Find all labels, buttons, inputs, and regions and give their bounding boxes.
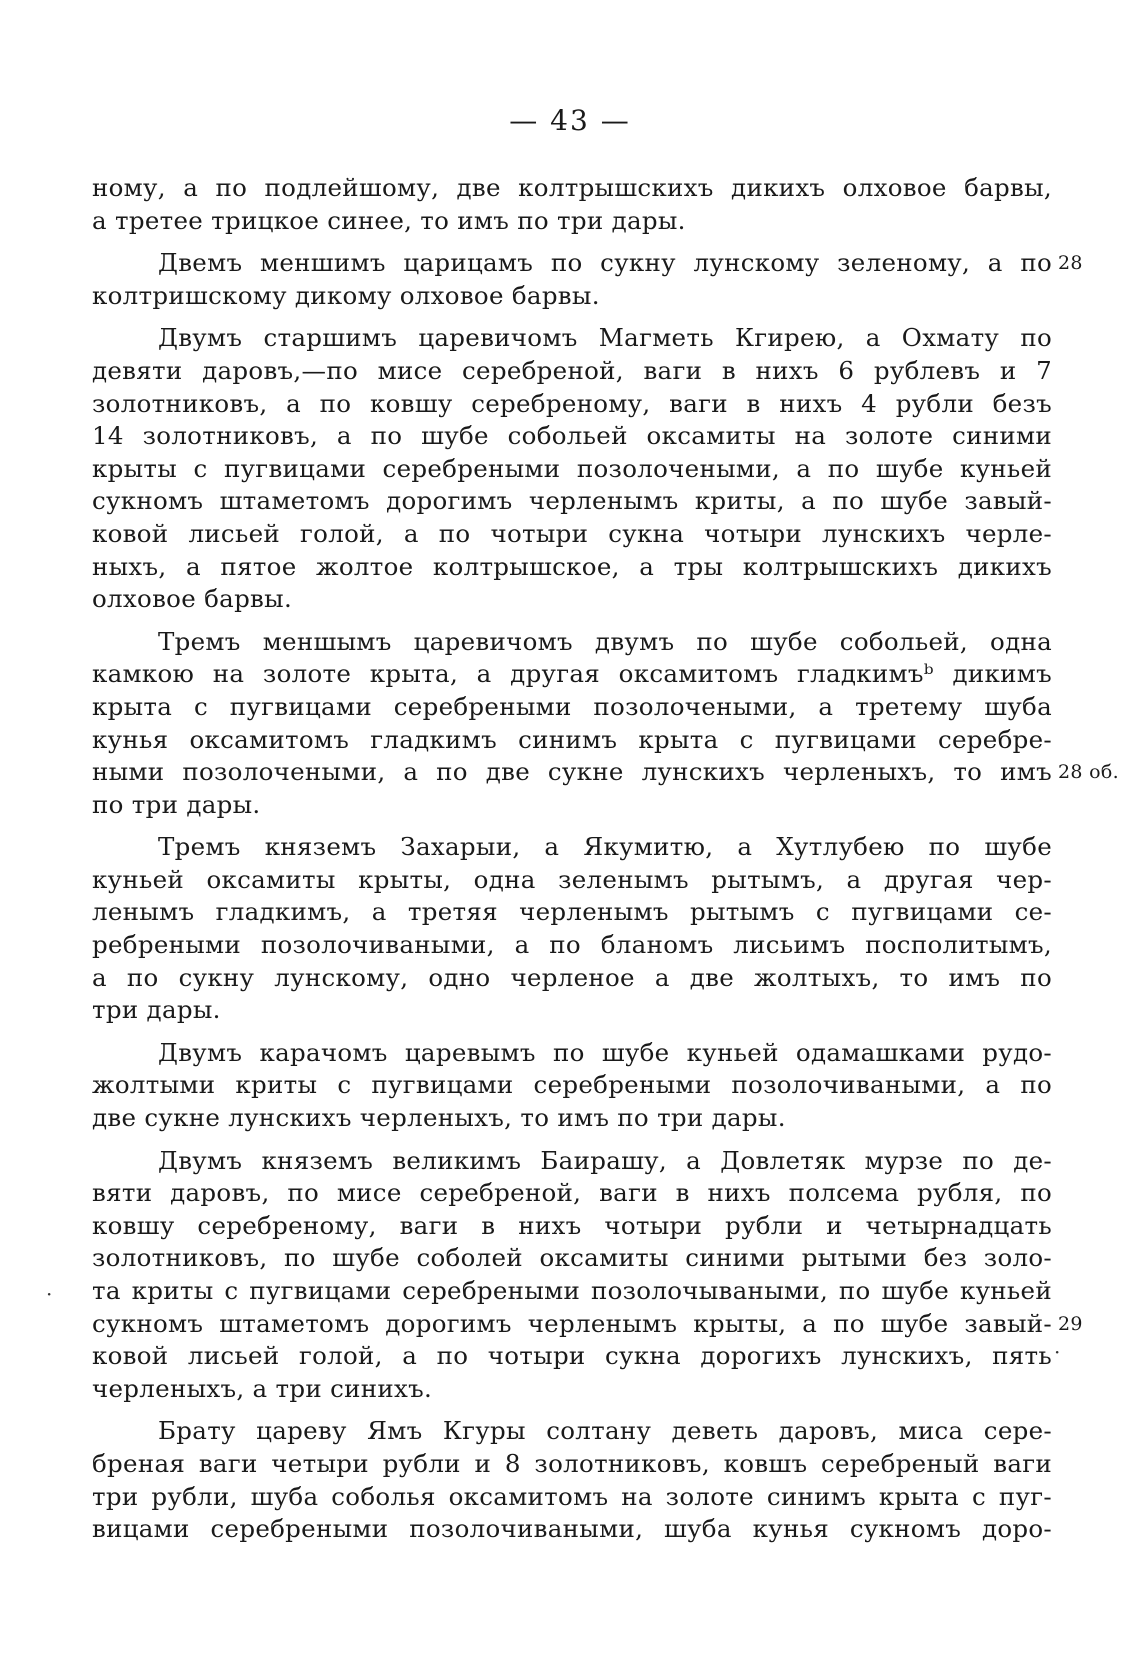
text-line bbox=[92, 724, 1052, 757]
text-line bbox=[92, 929, 1052, 962]
line-text: две сукне лунскихъ черленыхъ, то имъ по три дары. bbox=[92, 1103, 786, 1133]
line-text: 14 золотниковъ, а по шубе собольей оксамиты на золоте синими bbox=[92, 421, 1052, 451]
line-text: Тремъ меншымъ царевичомъ двумъ по шубе собольей, одна bbox=[158, 626, 1052, 656]
line-text: бреная ваги четыри рубли и 8 золотниковъ, ковшъ серебреный ваги bbox=[92, 1448, 1052, 1478]
text-line bbox=[92, 1102, 1052, 1135]
text-line bbox=[92, 583, 1052, 616]
text-line bbox=[92, 1242, 1052, 1275]
text-line bbox=[92, 247, 1083, 280]
line-text: камкою на золоте крыта, а другая оксамитомъ гладкимъᵇ дикимъ bbox=[92, 659, 1052, 689]
text-line bbox=[92, 388, 1052, 421]
paragraph bbox=[92, 626, 1119, 822]
margin-folio-note: 28 об. bbox=[1058, 761, 1119, 784]
text-line bbox=[92, 1177, 1052, 1210]
line-text: ному, а по подлейшому, две колтрышскихъ дикихъ олховое барвы, bbox=[92, 173, 1052, 202]
text-line bbox=[92, 1448, 1052, 1481]
text-line bbox=[92, 756, 1119, 789]
text-line bbox=[92, 518, 1052, 551]
text-line bbox=[92, 789, 1052, 822]
page-number: — 43 — bbox=[509, 104, 631, 137]
text-line bbox=[92, 322, 1052, 355]
line-text: сукномъ штаметомъ дорогимъ черленымъ криты, а по шубе завый- bbox=[92, 486, 1052, 516]
text-line bbox=[92, 962, 1052, 995]
line-text: золотниковъ, по шубе соболей оксамиты синими рытыми без золо- bbox=[92, 1243, 1052, 1273]
line-text: та криты с пугвицами серебреными позолочываными, по шубе куньей bbox=[92, 1276, 1052, 1305]
text-line bbox=[92, 1373, 1052, 1406]
text-line bbox=[92, 205, 1052, 238]
line-text: три рубли, шуба соболья оксамитомъ на золоте синимъ крыта с пуг- bbox=[92, 1481, 1052, 1511]
line-text: по три дары. bbox=[92, 789, 261, 819]
text-line bbox=[92, 1037, 1052, 1070]
line-text: Двумъ старшимъ царевичомъ Магметь Кгирею, а Охмату по bbox=[158, 323, 1052, 353]
line-text: Двемъ меншимъ царицамъ по сукну лунскому зеленому, а по bbox=[158, 248, 1052, 278]
line-text: олховое барвы. bbox=[92, 584, 293, 614]
line-text: а третее трицкое синее, то имъ по три дары. bbox=[92, 205, 686, 235]
text-line bbox=[92, 1481, 1052, 1514]
text-line bbox=[92, 420, 1052, 453]
paragraph bbox=[92, 1037, 1052, 1135]
line-text: ковой лисьей голой, а по чотыри сукна дорогихъ лунскихъ, пять bbox=[92, 1341, 1052, 1371]
text-line bbox=[92, 864, 1052, 897]
line-text: крыта с пугвицами серебреными позолочеными, а третему шуба bbox=[92, 691, 1052, 721]
paragraph bbox=[92, 322, 1052, 615]
line-text: черленыхъ, а три синихъ. bbox=[92, 1373, 433, 1403]
line-text: Тремъ княземъ Захарыи, а Якумитю, а Хутлубею по шубе bbox=[158, 832, 1052, 862]
line-text: кунья оксамитомъ гладкимъ синимъ крыта с пугвицами серебре- bbox=[92, 724, 1052, 754]
text-line bbox=[92, 994, 1052, 1027]
line-text: жолтыми криты с пугвицами серебреными позолочиваными, а по bbox=[92, 1070, 1052, 1100]
line-text: три дары. bbox=[92, 995, 221, 1025]
text-body bbox=[92, 172, 1119, 1556]
line-text: Брату цареву Ямъ Кгуры солтану деветь даровъ, миса сере- bbox=[158, 1416, 1052, 1446]
text-line bbox=[92, 1415, 1052, 1448]
text-line bbox=[92, 355, 1052, 388]
text-line bbox=[92, 453, 1052, 486]
paragraph bbox=[92, 247, 1083, 312]
text-line bbox=[92, 626, 1052, 659]
text-line bbox=[92, 551, 1052, 584]
line-text: ковой лисьей голой, а по чотыри сукна чотыри лунскихъ черле- bbox=[92, 518, 1052, 548]
line-text: ными позолочеными, а по две сукне лунскихъ черленыхъ, то имъ bbox=[92, 757, 1052, 787]
text-line bbox=[92, 1513, 1052, 1546]
text-line bbox=[92, 831, 1052, 864]
text-line bbox=[92, 1210, 1052, 1243]
line-text: Двумъ карачомъ царевымъ по шубе куньей одамашками рудо- bbox=[158, 1037, 1052, 1067]
text-line bbox=[92, 280, 1052, 313]
margin-folio-note: 29 bbox=[1058, 1312, 1083, 1335]
stray-mark-right: · bbox=[1054, 1340, 1061, 1364]
text-line bbox=[92, 658, 1052, 691]
text-line bbox=[92, 1069, 1052, 1102]
text-line bbox=[92, 1145, 1052, 1178]
line-text: Двумъ княземъ великимъ Баирашу, а Довлетяк мурзе по де- bbox=[158, 1145, 1052, 1175]
line-text: ленымъ гладкимъ, а третяя черленымъ рытымъ с пугвицами се- bbox=[92, 897, 1052, 927]
text-line bbox=[92, 691, 1052, 724]
text-line bbox=[92, 485, 1052, 518]
text-line bbox=[92, 1275, 1052, 1308]
text-line bbox=[92, 1340, 1052, 1373]
paragraph bbox=[92, 172, 1052, 237]
line-text: а по сукну лунскому, одно черленое а две жолтыхъ, то имъ по bbox=[92, 962, 1052, 992]
paragraph bbox=[92, 1145, 1083, 1406]
text-line bbox=[92, 172, 1052, 205]
text-line bbox=[92, 896, 1052, 929]
line-text: ребреными позолочиваными, а по бланомъ лисьимъ посполитымъ, bbox=[92, 930, 1052, 960]
margin-folio-note: 28 bbox=[1058, 252, 1083, 275]
line-text: девяти даровъ,—по мисе серебреной, ваги в нихъ 6 рублевъ и 7 bbox=[92, 355, 1052, 385]
line-text: крыты с пугвицами серебреными позолочеными, а по шубе куньей bbox=[92, 453, 1052, 483]
line-text: вицами серебреными позолочиваными, шуба кунья сукномъ доро- bbox=[92, 1514, 1052, 1544]
paragraph bbox=[92, 831, 1052, 1027]
line-text: вяти даровъ, по мисе серебреной, ваги в нихъ полсема рубля, по bbox=[92, 1178, 1052, 1208]
line-text: куньей оксамиты крыты, одна зеленымъ рытымъ, а другая чер- bbox=[92, 864, 1052, 894]
paragraph bbox=[92, 1415, 1052, 1545]
stray-mark-left: · bbox=[46, 1282, 53, 1306]
line-text: колтришскому дикому олховое барвы. bbox=[92, 280, 600, 310]
text-line bbox=[92, 1308, 1083, 1341]
line-text: ковшу серебреному, ваги в нихъ чотыри рубли и четырнадцать bbox=[92, 1210, 1052, 1240]
line-text: ныхъ, а пятое жолтое колтрышское, а тры колтрышскихъ дикихъ bbox=[92, 551, 1052, 581]
line-text: сукномъ штаметомъ дорогимъ черленымъ крыты, а по шубе завый- bbox=[92, 1308, 1052, 1338]
line-text: золотниковъ, а по ковшу серебреному, ваги в нихъ 4 рубли безъ bbox=[92, 388, 1052, 418]
